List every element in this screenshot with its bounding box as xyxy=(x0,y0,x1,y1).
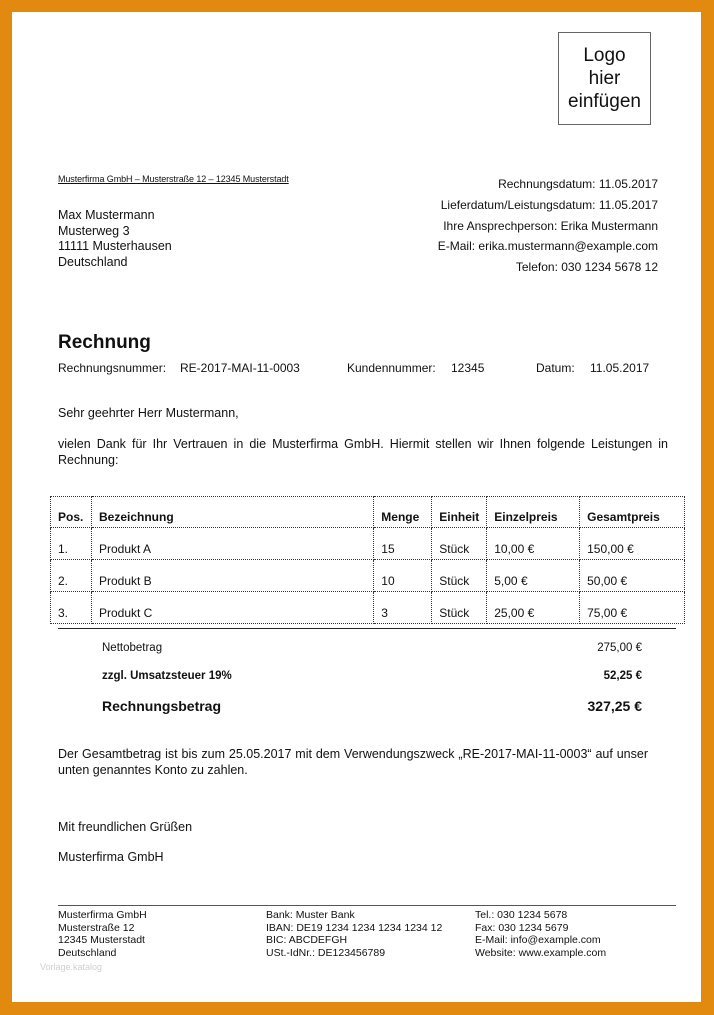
logo-line-3: einfügen xyxy=(568,91,641,112)
logo-line-1: Logo xyxy=(583,45,626,66)
recipient-city: 11111 Musterhausen xyxy=(58,239,172,254)
watermark: Vorlage.katalog xyxy=(40,962,103,972)
contact-email: E-Mail: erika.mustermann@example.com xyxy=(437,239,658,254)
document-title: Rechnung xyxy=(58,332,151,353)
footer-line: Musterstraße 12 xyxy=(58,921,135,934)
recipient-name: Max Mustermann xyxy=(58,208,155,222)
net-row xyxy=(102,642,642,670)
header-description: Bezeichnung xyxy=(91,497,373,528)
invoice-meta xyxy=(438,174,658,278)
invoice-number: RE-2017-MAI-11-0003 xyxy=(180,361,300,375)
sender-address-line: Musterfirma GmbH – Musterstraße 12 – 12345 Musterstadt xyxy=(58,174,289,184)
totals-divider xyxy=(58,628,676,629)
vat-label: zzgl. Umsatzsteuer 19% xyxy=(102,670,232,682)
header-quantity: Menge xyxy=(374,497,432,528)
recipient-country: Deutschland xyxy=(58,254,128,269)
total-label: Rechnungsbetrag xyxy=(102,698,222,714)
footer-line: E-Mail: info@example.com xyxy=(475,934,601,947)
net-value: 275,00 € xyxy=(597,642,642,654)
cell-description: Produkt C xyxy=(91,592,373,624)
contact-person: Ihre Ansprechperson: Erika Mustermann xyxy=(443,218,658,233)
contact-phone: Telefon: 030 1234 5678 12 xyxy=(515,260,658,275)
table-row xyxy=(51,592,685,624)
footer-bank-column xyxy=(266,909,442,959)
cell-description: Produkt B xyxy=(91,560,373,592)
intro-text: vielen Dank für Ihr Vertrauen in die Musterfirma GmbH. Hiermit stellen wir Ihnen folgende Leistungen in Rechnung: xyxy=(58,437,668,467)
footer-contact-column xyxy=(475,909,606,959)
cell-description: Produkt A xyxy=(91,528,373,560)
footer-line: Tel.: 030 1234 5678 xyxy=(475,909,568,921)
cell-pos: 2. xyxy=(51,560,92,592)
vat-row xyxy=(102,670,642,698)
cell-unit-price: 25,00 € xyxy=(487,592,580,624)
signature-company: Musterfirma GmbH xyxy=(58,850,164,864)
total-value: 327,25 € xyxy=(587,698,642,714)
logo-placeholder xyxy=(558,32,651,125)
customer-number: 12345 xyxy=(451,361,485,375)
header-total-price: Gesamtpreis xyxy=(580,497,685,528)
invoice-number-label: Rechnungsnummer: xyxy=(58,361,167,375)
header-unit: Einheit xyxy=(432,497,487,528)
footer-line: IBAN: DE19 1234 1234 1234 1234 12 xyxy=(266,921,443,934)
table-row xyxy=(51,528,685,560)
totals-block xyxy=(102,642,642,726)
date-label: Datum: xyxy=(536,361,575,375)
footer-line: 12345 Musterstadt xyxy=(58,934,145,947)
logo-line-2: hier xyxy=(588,68,621,89)
cell-total-price: 75,00 € xyxy=(580,592,685,624)
cell-quantity: 3 xyxy=(374,592,432,624)
payment-terms: Der Gesamtbetrag ist bis zum 25.05.2017 mit dem Verwendungszweck „RE-2017-MAI-11-0003“ auf unser unten genanntes Konto zu zahlen. xyxy=(58,747,648,777)
header-pos: Pos. xyxy=(51,497,92,528)
table-header-row xyxy=(51,497,685,528)
invoice-date: Rechnungsdatum: 11.05.2017 xyxy=(498,177,658,191)
footer-line: Deutschland xyxy=(58,946,117,959)
cell-total-price: 50,00 € xyxy=(580,560,685,592)
cell-unit-price: 10,00 € xyxy=(487,528,580,560)
cell-unit-price: 5,00 € xyxy=(487,560,580,592)
cell-unit: Stück xyxy=(432,592,487,624)
footer-line: BIC: ABCDEFGH xyxy=(266,934,348,947)
line-items-table xyxy=(50,496,685,624)
footer-line: USt.-IdNr.: DE123456789 xyxy=(266,946,386,959)
cell-pos: 1. xyxy=(51,528,92,560)
cell-unit: Stück xyxy=(432,528,487,560)
footer-line: Website: www.example.com xyxy=(475,946,607,959)
footer-divider xyxy=(58,905,676,906)
recipient-address xyxy=(58,208,172,270)
net-label: Nettobetrag xyxy=(102,642,163,654)
cell-unit: Stück xyxy=(432,560,487,592)
cell-pos: 3. xyxy=(51,592,92,624)
footer-line: Musterfirma GmbH xyxy=(58,909,147,921)
total-row xyxy=(102,698,642,726)
header-unit-price: Einzelpreis xyxy=(487,497,580,528)
vat-value: 52,25 € xyxy=(603,670,642,682)
delivery-date: Lieferdatum/Leistungsdatum: 11.05.2017 xyxy=(440,197,658,212)
cell-total-price: 150,00 € xyxy=(580,528,685,560)
table-row xyxy=(51,560,685,592)
footer-line: Fax: 030 1234 5679 xyxy=(475,921,569,934)
customer-number-label: Kundennummer: xyxy=(347,361,436,375)
cell-quantity: 15 xyxy=(374,528,432,560)
recipient-street: Musterweg 3 xyxy=(58,223,130,238)
salutation: Sehr geehrter Herr Mustermann, xyxy=(58,406,239,420)
date-value: 11.05.2017 xyxy=(590,361,650,375)
cell-quantity: 10 xyxy=(374,560,432,592)
closing-greeting: Mit freundlichen Grüßen xyxy=(58,820,193,834)
footer-company-column xyxy=(58,909,147,959)
footer-line: Bank: Muster Bank xyxy=(266,909,355,921)
invoice-page xyxy=(12,12,701,1002)
